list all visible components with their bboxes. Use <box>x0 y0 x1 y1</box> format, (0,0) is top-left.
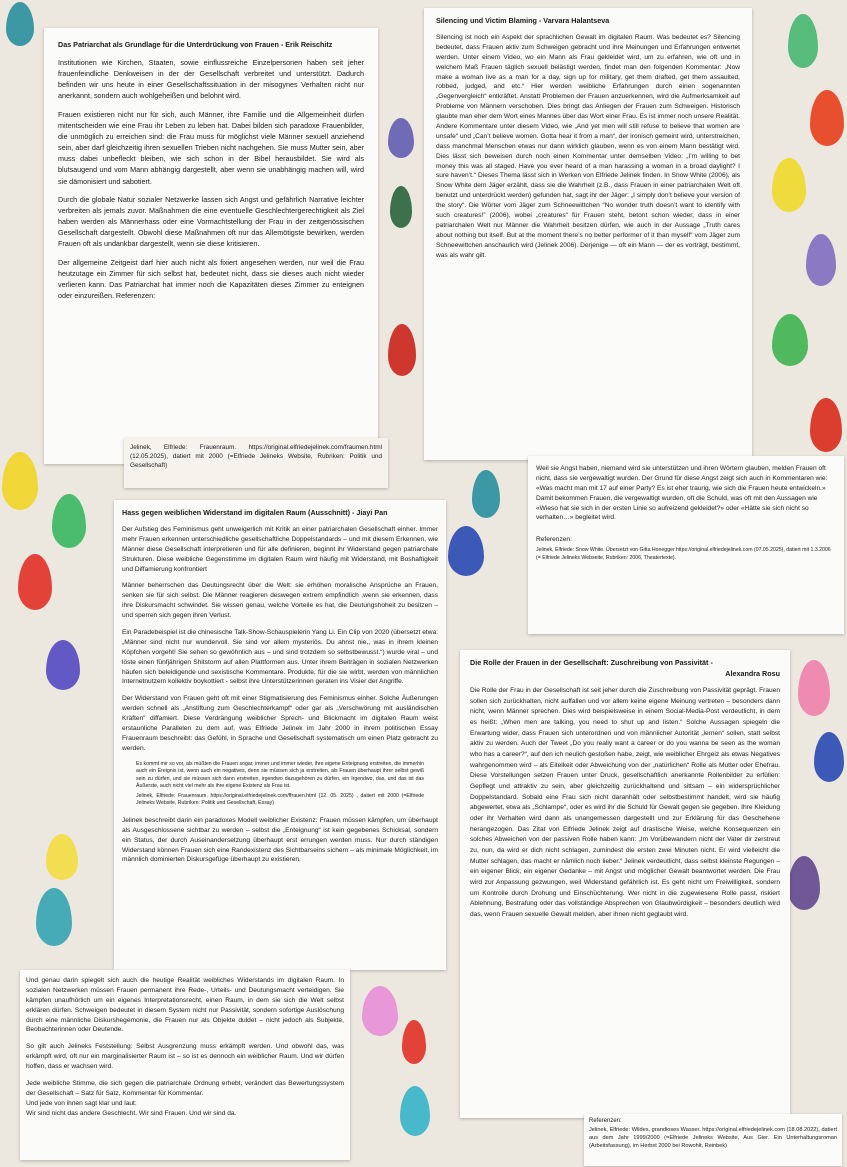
paragraph: Ein Paradebeispiel ist die chinesische Talk-Show-Schauspielerin Yang Li. Ein Clip von 2020 (übersetzt etwa: „Männer sind nicht nur wundervoll. Sie sind vor allem mysteriös. Du ahnst nie,, was in ihrem kleinen Köpfchen vorgeht! Sie sehen so gewöhnlich aus – und sind trotzdem so selbstbewusst.“) wurde viral – und löste einen fünfjährigen Shitstorm auf allen Plattformen aus. Unter ihrem Beiträgen in sozialen Netzwerken häufen sich beleidigende und sexistische Kommentare. Produkte, für die sie wirbt, werden von männlichen Internetnutzern kollektiv boykottiert - selbst ihre Unterstützerinnen geraten ins Visier der Angriffe. <box>122 629 438 686</box>
paragraph: Frauen existieren nicht nur für sich, auch Männer, ihre Familie und die Allgemeinheit dürfen mitentscheiden wie eine Frau ihr Leben zu leben hat. Dabei bilden sich paradoxe Frauenbilder, die unmöglich zu erreichen sind: die Frau muss für möglichst viele Männer sexuell anziehend sein, aber darf gleichzeitig ihren sexuellen Trieben nicht nachgehen. Sie muss Mutter sein, aber muss dabei unbefleckt bleiben, wie sich schon in der Bibel herausbildet. Sie wird als blutsaugend und vom Mann abhängig dargestellt, aber wenn sie unabhängig machen will, wird sie dämonisiert und sabotiert. <box>58 109 364 186</box>
drop-decoration <box>46 640 80 690</box>
paragraph: Silencing ist noch ein Aspekt der sprachlichen Gewalt im digitalen Raum. Was bedeutet es? Silencing bedeutet, dass Frauen aktiv zum Schweigen gebracht und ihre Meinungen und Erfahrungen entwertet werden. Unter einem Video, wo ein Mann als Frau gekleidet wird, um zu erfahren, wie oft und in welchem Maß Frauen täglich sexuell belästigt werden, findet man den folgenden Kommentar: „Now make a woman live as a man for a day, sign up for military, get them drafted, get them assaulted, robbed, judged, and etc.“ Hier werden weibliche Erfahrungen durch einen sogenannten „Gegenvergleich“ entkräftet. Anstatt Problemen der Frauen anzuerkennen, wird die Aufmerksamkeit auf Probleme von Männern verschoben. Dies bringt das Anliegen der Frauen zum Schweigen. Historisch glaubte man eher dem Wort eines Mannes über das Wort einer Frau. Es ist immer noch unsere Realität. Andere Kommentare unter diesem Video, wie „And yet men will still refuse to believe that women are unsafe“ und „Can’t believe women. Gotta hear it from a man“, der ironisch gemeint wird, unterstreichen, dass manchmal Menschen etwas nur dann wirklich glauben, wenn es von einem Mann bestätigt wird. Dies lässt sich beweisen durch noch einen Kommentar unter demselben Video: „I’m willing to bet money this was all staged. Have you ever heard of a man harassing a woman in a broad daylight? I sure haven’t.“ Dieses Thema lässt sich in Werken von Elfriede Jelinek finden. In Snow White (2006), als Snow White dem Jäger erzählt, dass sie die Wahrheit (z.B., dass Frauen in einer patriarchalen Welt oft benutzt und unterdrückt werden) gefunden hat, sagt ihr der Jäger: „I simply don’t believe your version of the story“. Die Wörter vom Jäger zum Schneewittchen “No wonder truth doesn’t want to identify with such creatures!” (2006), wobei „creatures“ für Frauen steht, betont schon wieder, dass in einer patriarchalen Welt nur Männer die Wahrheit besitzen dürfen, wie auch in der Aussage „Truth cares about nothing but itself. But at the moment there’s no better performer of it than myself“ vom Jäger zum Schneewittchen anschaulich wird (Jelinek 2006). Derjenige — oft ein Mann — der es vorträgt, bestimmt, was als wahr gilt. <box>436 34 740 259</box>
paragraph: So gilt auch Jelineks Feststellung: Selbst Ausgrenzung muss erkämpft werden. Und obwohl das, was erkämpft wird, oft nur ein marginalisierter Raum ist – so ist es dennoch ein weiblicher Raum. Und wir dürfen hoffen, dass er wachsen wird. <box>26 1043 344 1071</box>
paragraph: Institutionen wie Kirchen, Staaten, sowie einflussreiche Einzelpersonen haben seit jeher frauenfeindliche Denkweisen in der der Gesellschaft verbreitet und unterstützt. Dadurch befinden wir uns heute in einer Gesellschaftssituation in der misogynes Verhalten nicht nur anerkannt, sondern auch wohlgeheißen und belohnt wird. <box>58 58 364 101</box>
drop-decoration <box>388 324 416 376</box>
paragraph: Der Widerstand von Frauen geht oft mit einer Stigmatisierung des Feminismus einher. Solche Äußerungen werden schnell als „Anstiftung zum Geschlechterkampf“ oder gar als „Verschwörung mit ausländischen Kräften“ diffamiert. Diese Verdrängung weiblicher Sprech- und Blickmacht im digitalen Raum weist erstaunliche Parallelen zu dem auf, was Elfriede Jelinek im Jahr 2000 in ihrem politischen Essay Frauenraum beschreibt: das Gefühl, in Sprache und Gesellschaft systematisch um einen Platz gebracht zu werden. <box>122 695 438 752</box>
article-title: Die Rolle der Frauen in der Gesellschaft: Zuschreibung von Passivität - <box>470 658 713 667</box>
drop-decoration <box>388 118 414 158</box>
paragraph: Durch die globale Natur sozialer Netzwerke lassen sich Angst und gefährlich Narrative leichter verbreiten als jemals zuvor. Maßnahmen die eine eventuelle Geschlechtergerechtigkeit als Ziel haben werden als Männerhass oder eine Vormachtstellung der Frau in der zeitgenössischen Gesellschaft dargestellt. Obwohl diese Maßnahmen oft nur das Allemötigste bewirken, werden Frauen oft als undankbar dargestellt, wenn sie diese kritisieren. <box>58 194 364 249</box>
drop-decoration <box>448 526 484 576</box>
drop-decoration <box>390 186 412 228</box>
paragraph: Die Rolle der Frau in der Gesellschaft ist seit jeher durch die Zuschreibung von Passivität geprägt. Frauen sollen sich zurückhalten, nicht auffallen und vor allem keine eigene Meinung vertreten – besonders dann nicht, wenn Männer sprechen. Dies wird beispielsweise in einem Social-Media-Post verdeutlicht, in dem es heißt: „When men are talking, you need to shut up and listen.“ Solche Aussagen spiegeln die Erwartung wider, dass Frauen sich unterordnen und von männlicher Autorität „lernen“ sollen, statt selbst aktiv zu werden. Auch der Tweet „Do you really want a career or do you wanna be seen as the woman who has a career?“, auf den ich neulich gestoßen habe, zeigt, wie weiblicher Ehrgeiz als etwas Negatives wahrgenommen wird – als Eitelkeit oder Abweichung von der „natürlichen“ Rolle als Mutter oder Ehefrau. Diese Vorstellungen setzen Frauen unter Druck, gesellschaftlich anerkannte Rollenbilder zu erfüllen: Gepflegt und attraktiv zu sein, aber gleichzeitig zurückhaltend und sittsam – ein widersprüchlicher Doppelstandard. Sobald eine Frau sich nicht daranhält oder selbstbestimmt handelt, wird sie häufig abgewertet, etwa als „Schlampe“, oder es wird ihr die Schuld für Gewalt gegen sie gegeben. Ihre Kleidung oder ihr Verhalten wird dann als unangemessen dargestellt und zur Erklärung für das Geschehene herangezogen. Das Zitat von Elfriede Jelinek zeigt auf drastische Weise, welche Konsequenzen ein solches Abweichen von der passiven Rolle haben kann: „Im Vorübewandern nicht der Vater dir zerstreut zu, nun, da wird er dich nicht schlagen, zumindest die ersten zwei Minuten nicht. Er wird vielleicht die Mutter schlagen, das macht er nämlich noch lieber.“ Jelinek verdeutlicht, dass selbst kleinste Regungen – ein eigener Blick, ein eigener Gedanke – mit Angst und möglicher Gewalt beantwortet werden. Die Frau wird zur Anpassung gezwungen, weil Widerstand gefährlich ist. Es geht nicht um Freiwilligkeit, sondern um Kontrolle durch Drohung und Einschüchterung. Wer nicht in die zugewiesene Rolle passt, riskiert Ablehnung, Bestrafung oder das vollständige Absprechen von Glaubwürdigkeit – besonders deutlich wird das, wenn Frauen sexuelle Gewalt melden, aber ihnen nicht geglaubt wird. <box>470 687 780 919</box>
drop-decoration <box>362 986 398 1036</box>
paragraph: Und genau darin spiegelt sich auch die heutige Realität weibliches Widerstands im digitalen Raum. In sozialen Netzwerken müssen Frauen permanent ihre Rede-, Urteils- und Deutungsmacht verteidigen. Sie kämpfen unaufhörlich um ein eigenes Interpretationsrecht, einen Raum, in dem sie sich die Welt selbst erklären dürfen. Schweigen bedeutet in diesem System nicht nur Passivität, sondern sofortige Auslöschung durch eine männliche Diskurshegemonie, die Frauen nur als Objekte duldet – nicht jedoch als Subjekte, Beobachterinnen oder Deutende. <box>26 977 344 1034</box>
article-silencing-continued <box>528 456 844 634</box>
reference-label: Referenzen: <box>536 536 572 544</box>
paragraph: Weil sie Angst haben, niemand wird sie unterstützen und ihren Wörtern glauben, melden Frauen oft nicht, dass sie vergewaltigt wurden. Der Grund für diese Angst zeigt sich auch in Kommentaren wie: «Was macht man mit 17 auf einer Party? Es ist eher traurig, wie sich die Frauen heute entwickeln.» Damit bekommen Frauen, die vergewaltigt wurden, oft die Schuld, was oft mit den Aussagen wie «Wieso hat sie sich in der ersten Linie so aufreizend gekleidet?» oder «Hätte sie sich nicht so verhalten…» begleitet wird. <box>536 465 828 522</box>
reference-note <box>584 1114 842 1166</box>
article-patriarchat <box>44 28 378 464</box>
paragraph: Jede weibliche Stimme, die sich gegen die patriarchale Ordnung erhebt, verändert das Bewertungssystem der Gesellschaft – Satz für Satz, Kommentar für Kommentar. Und jede von ihnen sagt klar und laut: Wir sind nicht das andere Geschlecht. Wir sind Frauen. Und wir sind da. <box>26 1080 344 1117</box>
reference-text: Jelinek, Elfriede: Wildes, grandioses Wasser. https://original.elfriedejelinek.com (18.08.2022), datiert aus dem Jahr 1999/2000 (=Elfriede Jelineks Website, Aus Gier. Ein Unterhaltungsroman (Arbeitsfassung), im Herbst 2000 bei Rowohlt, Reinbek) <box>589 1126 837 1149</box>
drop-decoration <box>806 234 836 286</box>
article-silencing <box>424 8 752 460</box>
drop-decoration <box>810 398 842 452</box>
paragraph: Der allgemeine Zeitgeist darf hier auch nicht als fixiert angesehen werden, nur weil die Frau heutzutage ein Zimmer für sich selbst hat, bedeutet nicht, dass sie dieses auch nicht wieder verlieren kann. Das Patriarchat hat immer noch die Kapazitäten dieses Zimmer zu enteignen oder einzureißen. Referenzen: <box>58 257 364 300</box>
drop-decoration <box>810 90 844 146</box>
drop-decoration <box>6 2 34 46</box>
drop-decoration <box>2 452 38 510</box>
drop-decoration <box>52 494 86 548</box>
paragraph: Jelinek beschreibt darin ein paradoxes Modell weiblicher Existenz: Frauen müssen kämpfen, um überhaupt als Ausgeschlossene sichtbar zu werden – selbst die „Enteignung“ ist kein gegebenes Schicksal, sondern ein Status, der durch Auseinandersetzung überhaupt erst errungen werden muss. Nur durch ständigen Widerstand können Frauen sich eine Randexistenz des Sichtbarseins sichern – als minimale Möglichkeit, im männlich dominierten Diskursgefüge überhaupt zu existieren. <box>122 816 438 864</box>
drop-decoration <box>772 314 808 366</box>
article-title: Das Patriarchat als Grundlage für die Unterdrückung von Frauen - Erik Reischitz <box>58 40 333 49</box>
drop-decoration <box>798 660 830 716</box>
paragraph: Männer beherrschen das Deutungsrecht über die Welt: sie erhöhen moralische Ansprüche an Frauen, senken sie für sich selbst. Die Männer reagieren deswegen extrem empfindlich ,wenn sie erkennen, dass ihre Diskursmacht schwindet. Sie wissen genau, welche Vorteile es hat, die Deutungshoheit zu besitzen – und sperren sich gegen ihren Verlust. <box>122 582 438 620</box>
drop-decoration <box>400 1086 430 1136</box>
drop-decoration <box>788 856 820 910</box>
drop-decoration <box>772 158 806 212</box>
drop-decoration <box>814 732 844 782</box>
reference-label: Referenzen: <box>589 1118 622 1124</box>
quote-block <box>136 761 424 808</box>
paragraph: Der Aufstieg des Feminismus geht unweigerlich mit Kritik an einer patriarchalen Gesellschaft einher. Immer mehr Frauen erkennen unterschiedliche gesellschaftliche Doppelstandards – und mit diesem Erkennen, wie Männer diese Gesellschaft interpretieren und für alle definieren, beginnt ihr Widerstand gegen patriarchale Strukturen. Diese weibliche Gegenstimme im digitalen Raum wird häufig mit Widerstand, mit Boshaftigkeit und Diffamierung konfrontiert <box>122 526 438 573</box>
reference-text: Jelinek, Elfriede: Snow White. Übersetzt von Gitta Honegger.https://original.elfriedejelinek.com (07.05.2025), datiert mit 1.3.2006 (= Elfriede Jelineks Webseite, Rubriken: 2006, Theatertexte). <box>536 547 831 561</box>
quote-reference: Jelinek, Elfriede: Frauenraum. https://original.elfriedejelinek.com/ffrauen.html (12. 05. 2025) , datiert mit 2000 (=Elfriede Jelineks Website, Rubriken: Politik und Gesellschaft, Essay) <box>136 792 424 807</box>
quote-text: Es kommt mir so vor, als müßten die Frauen sogar, immer und immer wieder, ihre eigene Enteignung erstreiten, die immerhin auch ein Ereignis ist, wenn auch ein negatives, denn sie müssen sich ja erstreiten, als Frauen überhaupt ihrer selbst gewiß sein zu dürfen, und sie müssen sich dann erstreiten, irgendwo dazugehören zu dürfen, ein Irgendwo, das, und das ist das Äußerste, auch nicht viel mehr als ihre eigene Existenz als Frau ist. <box>136 760 424 790</box>
article-hass-continued <box>20 970 350 1160</box>
drop-decoration <box>402 1020 426 1064</box>
drop-decoration <box>36 888 72 946</box>
reference-text: Jelinek, Elfriede: Frauenraum. https://original.elfriedejelinek.com/fraumen.html (12.05.2025), datiert mit 2000 (=Elfriede Jelineks Website, Rubriken: Politik und Gesellschaft) <box>130 444 382 469</box>
drop-decoration <box>46 834 78 880</box>
reference-note <box>124 438 388 488</box>
article-title: Hass gegen weiblichen Widerstand im digitalen Raum (Ausschnitt) - Jiayi Pan <box>122 508 388 517</box>
drop-decoration <box>788 14 818 68</box>
article-hass <box>114 500 446 970</box>
article-author: Alexandra Rosu <box>725 669 780 678</box>
article-title: Silencing und Victim Blaming - Varvara Halantseva <box>436 16 610 25</box>
article-rolle <box>460 650 790 1118</box>
drop-decoration <box>472 470 500 518</box>
drop-decoration <box>18 554 52 610</box>
